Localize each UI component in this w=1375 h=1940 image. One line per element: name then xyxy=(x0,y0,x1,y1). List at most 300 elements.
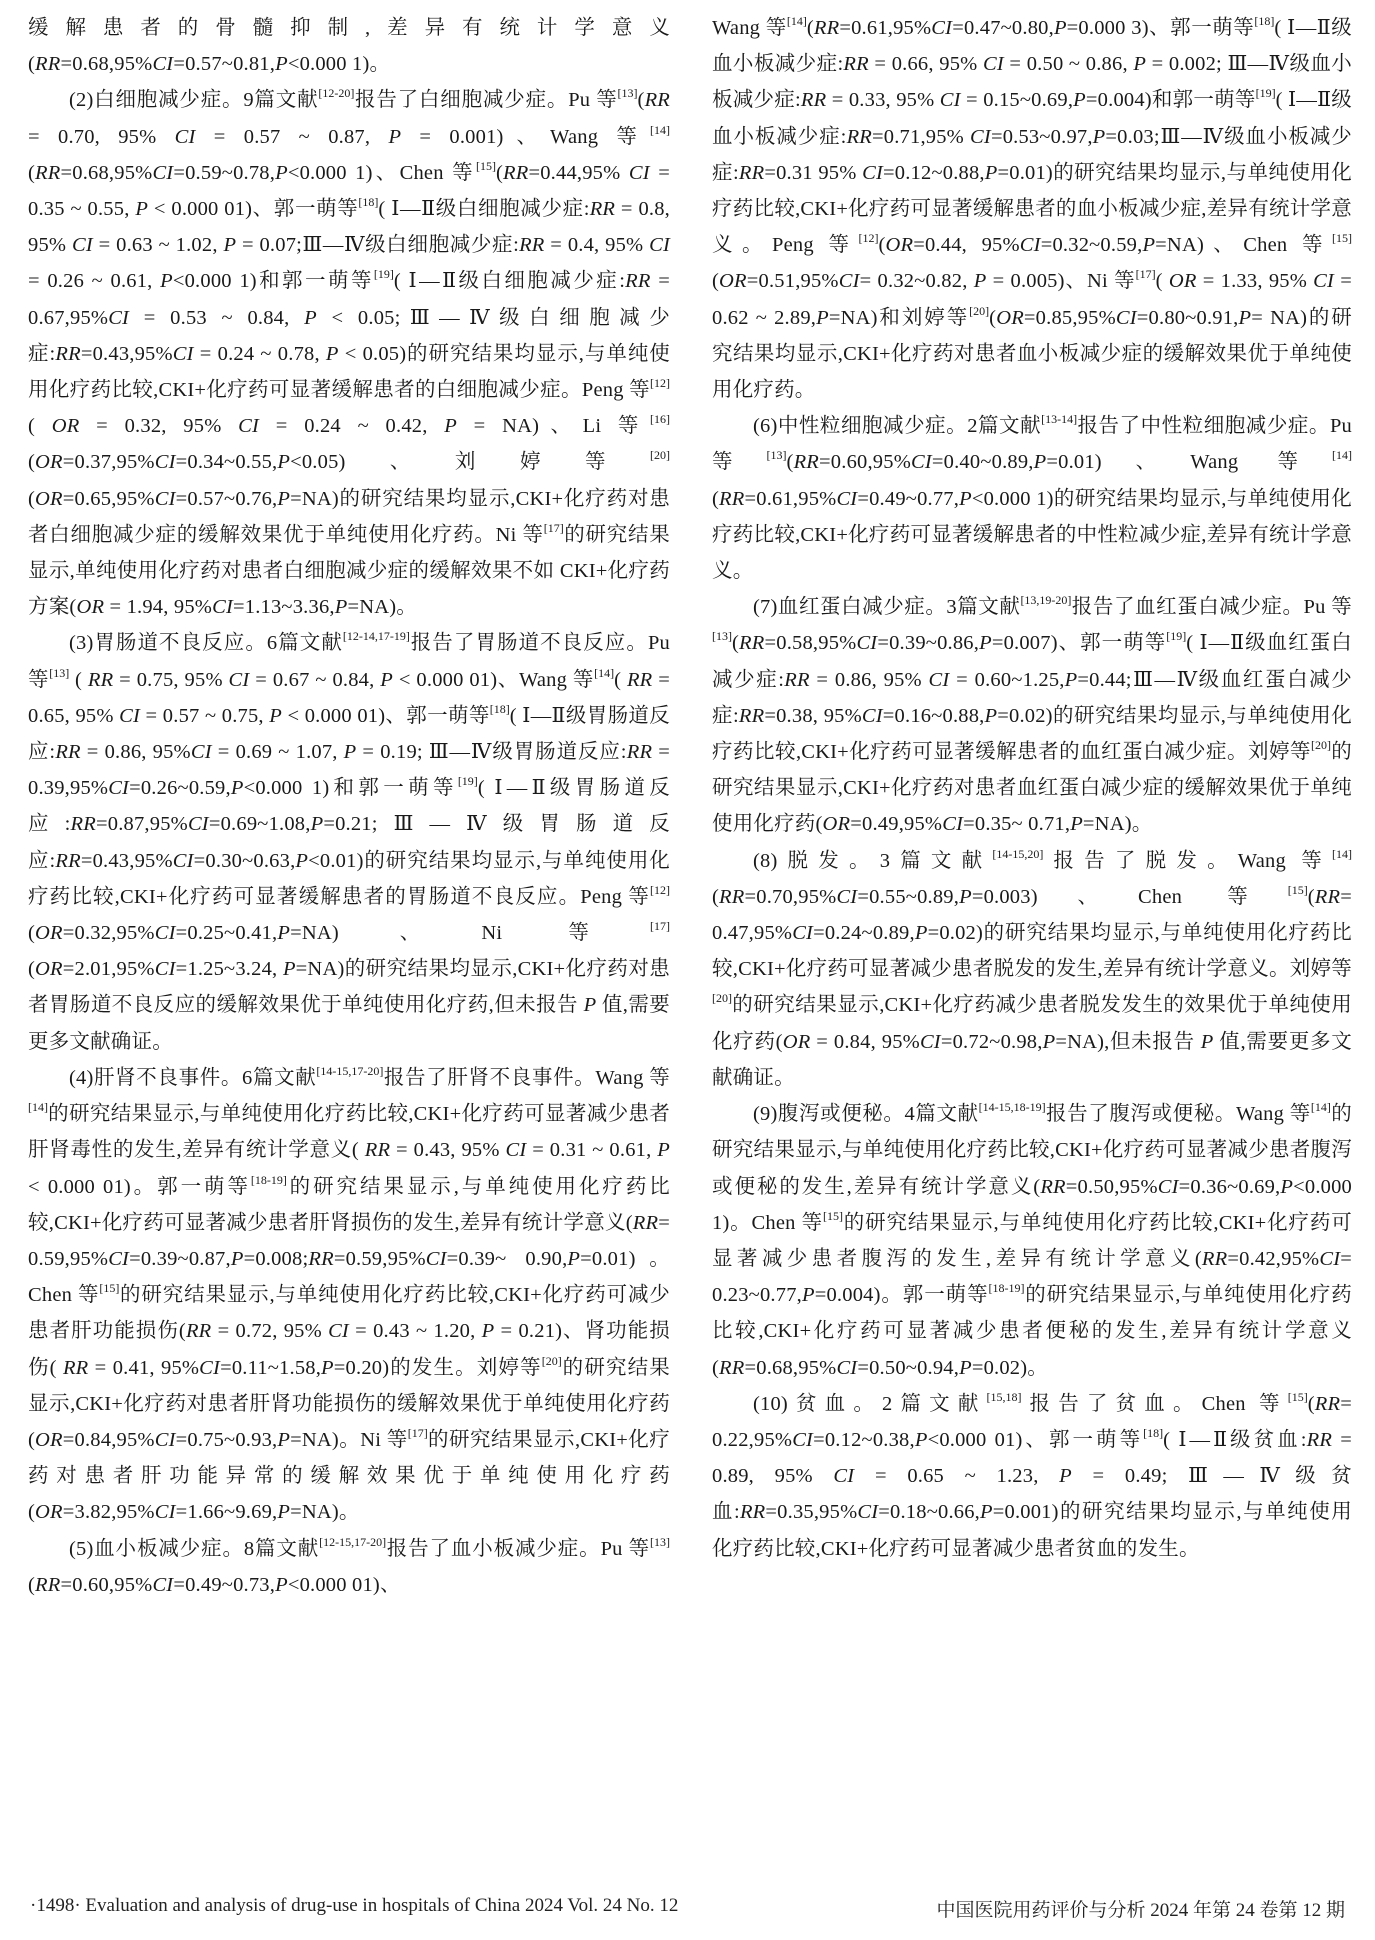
italic-symbol: CI xyxy=(836,487,858,510)
text-run: =1.13~3.36, xyxy=(233,596,335,619)
italic-symbol: P xyxy=(1133,53,1147,76)
citation-ref: [18-19] xyxy=(988,1281,1025,1296)
text-run: ( Ⅰ—Ⅱ级血小板减少症: xyxy=(712,17,1352,76)
text-run: 报告了白细胞减少症。Pu 等 xyxy=(354,89,618,112)
italic-symbol: RR xyxy=(308,1247,334,1270)
text-run: = 0.62 ~ 2.89, xyxy=(712,270,1353,329)
italic-symbol: CI xyxy=(187,813,209,836)
citation-ref: [18] xyxy=(1254,14,1275,28)
text-run: ( xyxy=(28,487,36,510)
text-run: = 0.67,95% xyxy=(28,270,670,329)
text-run: (8)脱发。3篇文献 xyxy=(753,849,993,872)
italic-symbol: RR xyxy=(739,1501,766,1524)
italic-symbol: P xyxy=(269,704,282,727)
italic-symbol: RR xyxy=(185,1320,212,1343)
text-run: = 0.86, 95% xyxy=(80,741,191,764)
text-run: =0.43,95% xyxy=(80,342,173,365)
text-run: =0.18~0.66, xyxy=(878,1501,980,1524)
text-run: =0.35,95% xyxy=(765,1501,858,1524)
text-run: =0.70,95% xyxy=(744,885,837,908)
italic-symbol: OR xyxy=(782,1030,811,1053)
italic-symbol: RR xyxy=(1314,1392,1341,1415)
text-run: <0.000 01)、郭一萌等 xyxy=(927,1428,1144,1451)
text-run: =0.25~0.41, xyxy=(175,922,278,945)
citation-ref: [13] xyxy=(766,448,787,463)
text-run: = 0.86, 95% xyxy=(809,668,929,691)
text-run: < 0.05;Ⅲ—Ⅳ级白细胞减少症: xyxy=(28,306,671,365)
text-run: ( xyxy=(878,234,886,257)
italic-symbol: P xyxy=(984,704,998,727)
italic-symbol: CI xyxy=(238,415,260,438)
text-run: (6)中性粒细胞减少症。2篇文献 xyxy=(753,415,1042,438)
text-run: ( xyxy=(495,161,503,184)
text-run: 值,需要更多文献确证。 xyxy=(712,1030,1352,1089)
text-run: =NA)的研究结果均显示,CKI+化疗药对患者胃肠道不良反应的缓解效果优于单纯使用化疗药,但未报告 xyxy=(28,958,671,1017)
italic-symbol: P xyxy=(959,487,972,510)
italic-symbol: P xyxy=(295,849,309,872)
citation-ref: [13] xyxy=(650,1534,671,1549)
text-run: = 0.72, 95% xyxy=(211,1320,329,1343)
italic-symbol: CI xyxy=(212,596,233,619)
text-run: =NA)、Chen 等 xyxy=(1155,234,1332,257)
italic-symbol: P xyxy=(657,1139,670,1162)
text-run: ( xyxy=(69,668,88,691)
left-column xyxy=(28,10,670,1603)
citation-ref: [20] xyxy=(712,991,732,1006)
italic-symbol: P xyxy=(310,813,324,836)
italic-symbol: OR xyxy=(885,234,914,257)
italic-symbol: P xyxy=(567,1247,581,1270)
citation-ref: [17] xyxy=(1135,267,1156,282)
text-run: 的研究结果显示,CKI+化疗药对患者血红蛋白减少症的缓解效果优于单纯使用化疗药( xyxy=(712,741,1352,836)
citation-ref: [19] xyxy=(1255,86,1276,101)
italic-symbol: RR xyxy=(846,125,873,148)
italic-symbol: OR xyxy=(996,306,1024,329)
text-run: ( Ⅰ—Ⅱ级血小板减少症: xyxy=(712,89,1352,148)
text-run: =1.25~3.24, xyxy=(175,958,283,981)
italic-symbol: P xyxy=(275,53,288,76)
text-run: = 0.24 ~ 0.42, xyxy=(259,415,445,438)
italic-symbol: P xyxy=(1200,1030,1214,1053)
text-run: =0.55~0.89, xyxy=(857,885,960,908)
citation-ref: [13] xyxy=(712,629,732,644)
text-run: =0.02)的研究结果均显示,与单纯使用化疗药比较,CKI+化疗药可显著缓解患者的血红蛋白减少症。刘婷等 xyxy=(712,704,1352,764)
text-run: ( xyxy=(28,451,36,474)
text-run: =0.51,95% xyxy=(746,270,839,293)
italic-symbol: CI xyxy=(154,958,176,981)
italic-symbol: RR xyxy=(843,53,869,76)
italic-symbol: CI xyxy=(649,234,670,257)
text-run: <0.000 1)、Chen 等 xyxy=(287,161,476,184)
text-run: ( xyxy=(28,161,36,184)
text-run: <0.000 01)、 xyxy=(287,1573,401,1596)
text-run: Wang 等 xyxy=(712,17,787,39)
text-run: = 0.50 ~ 0.86, xyxy=(1003,53,1134,76)
italic-symbol: CI xyxy=(174,125,196,148)
text-run: = 0.001)、Wang 等 xyxy=(401,125,650,148)
text-run: (4)肝肾不良事件。6篇文献 xyxy=(69,1066,317,1089)
citation-ref: [14] xyxy=(594,665,615,680)
italic-symbol: P xyxy=(1033,451,1047,474)
italic-symbol: P xyxy=(984,161,998,184)
italic-symbol: P xyxy=(1238,306,1252,329)
text-run: =0.65,95% xyxy=(62,487,155,510)
italic-symbol: CI xyxy=(328,1320,349,1343)
italic-symbol: P xyxy=(1142,234,1156,257)
text-run: =0.69~1.08, xyxy=(208,813,311,836)
italic-symbol: RR xyxy=(589,198,616,221)
text-run: =0.72~0.98, xyxy=(940,1030,1043,1053)
text-run: ( Ⅰ—Ⅱ级贫血: xyxy=(1163,1428,1307,1451)
italic-symbol: CI xyxy=(108,306,130,329)
text-run: ( Ⅰ—Ⅱ级血红蛋白减少症: xyxy=(712,632,1352,691)
text-run: <0.000 1)和郭一萌等 xyxy=(172,270,374,293)
italic-symbol: RR xyxy=(784,668,810,691)
text-run: = 0.39,95% xyxy=(28,741,670,800)
text-run: ( xyxy=(732,632,740,655)
italic-symbol: CI xyxy=(792,1428,814,1451)
text-run: = 0.57 ~ 0.75, xyxy=(140,704,270,727)
text-run: ( xyxy=(1307,1392,1315,1415)
citation-ref: [13,19-20] xyxy=(1020,593,1072,608)
text-run: =0.43,95% xyxy=(80,849,173,872)
italic-symbol: OR xyxy=(35,487,63,510)
text-run: =0.49~0.77, xyxy=(857,487,960,510)
citation-ref: [14-15,17-20] xyxy=(316,1063,384,1078)
text-run: =0.68,95% xyxy=(60,53,153,76)
italic-symbol: CI xyxy=(190,741,212,764)
italic-symbol: RR xyxy=(55,741,81,764)
italic-symbol: CI xyxy=(172,849,194,872)
citation-ref: [19] xyxy=(457,774,478,789)
text-run: = 0.57 ~ 0.87, xyxy=(195,125,389,148)
text-run: = 0.35 ~ 0.55, xyxy=(28,161,670,221)
text-run: =0.30~0.63, xyxy=(193,849,296,872)
paragraph xyxy=(712,1386,1352,1567)
italic-symbol: RR xyxy=(519,234,545,257)
text-run: 的研究结果显示,与单纯使用化疗药比较,CKI+化疗药可显著减少患者腹泻的发生,差异有统计学意义( xyxy=(712,1211,1352,1270)
text-run: = 0.19; Ⅲ—Ⅳ级胃肠道反应: xyxy=(356,741,627,764)
italic-symbol: CI xyxy=(152,53,174,76)
italic-symbol: RR xyxy=(626,668,653,691)
text-run: = 0.63 ~ 1.02, xyxy=(92,234,224,257)
italic-symbol: OR xyxy=(35,451,63,474)
text-run: = 0.66, 95% xyxy=(868,53,983,76)
text-run: = 0.22,95% xyxy=(712,1392,1352,1451)
text-run: =0.49,95% xyxy=(850,813,943,836)
text-run: = 0.65 ~ 1.23, xyxy=(854,1465,1060,1488)
text-run: (3)胃肠道不良反应。6篇文献 xyxy=(69,632,343,655)
italic-symbol: P xyxy=(277,1501,291,1524)
italic-symbol: CI xyxy=(1019,234,1041,257)
citation-ref: [12] xyxy=(650,376,670,391)
italic-symbol: CI xyxy=(505,1139,527,1162)
italic-symbol: CI xyxy=(119,704,141,727)
italic-symbol: RR xyxy=(738,161,765,184)
italic-symbol: CI xyxy=(833,1465,855,1488)
italic-symbol: CI xyxy=(228,668,250,691)
italic-symbol: CI xyxy=(919,1030,941,1053)
italic-symbol: RR xyxy=(35,53,61,76)
citation-ref: [15] xyxy=(1287,882,1308,897)
text-run: =3.82,95% xyxy=(62,1501,155,1524)
text-run: =0.39~ 0.90, xyxy=(446,1247,568,1270)
italic-symbol: OR xyxy=(822,813,851,836)
italic-symbol: RR xyxy=(739,632,765,655)
text-run: 值,需要更多文献确证。 xyxy=(28,994,671,1053)
citation-ref: [12] xyxy=(650,882,670,897)
italic-symbol: RR xyxy=(364,1139,391,1162)
text-run: =0.57~0.81, xyxy=(173,53,276,76)
text-run: =0.39~0.86, xyxy=(877,632,980,655)
footer-journal-chinese: 中国医院用药评价与分析 2024 年第 24 卷第 12 期 xyxy=(936,1900,1345,1921)
citation-ref: [13] xyxy=(617,86,638,101)
paragraph xyxy=(28,1531,670,1603)
text-run: = 0.65, 95% xyxy=(28,668,670,727)
text-run: =0.87,95% xyxy=(95,813,188,836)
text-run: = 0.47,95% xyxy=(712,885,1352,945)
citation-ref: [15] xyxy=(1287,1389,1308,1404)
text-run: =0.50,95% xyxy=(1065,1175,1158,1198)
citation-ref: [20] xyxy=(969,303,990,318)
italic-symbol: P xyxy=(343,741,357,764)
citation-ref: [14] xyxy=(1332,846,1352,861)
text-run: =0.49~0.73, xyxy=(173,1573,276,1596)
text-run: ( xyxy=(1155,270,1169,293)
text-run: =0.50~0.94, xyxy=(857,1356,960,1379)
citation-ref: [17] xyxy=(543,520,564,535)
italic-symbol: CI xyxy=(199,1356,221,1379)
italic-symbol: RR xyxy=(55,342,81,365)
italic-symbol: RR xyxy=(719,1356,745,1379)
text-run: =NA),但未报告 xyxy=(1055,1030,1201,1053)
text-run: = 0.21)、肾功能损伤( xyxy=(28,1320,670,1379)
italic-symbol: RR xyxy=(87,668,114,691)
text-run: ( Ⅰ—Ⅱ级胃肠道反应: xyxy=(28,777,670,836)
italic-symbol: P xyxy=(801,1284,815,1307)
text-run: =0.85,95% xyxy=(1023,306,1116,329)
citation-ref: [15] xyxy=(823,1208,844,1223)
text-run: = 0.002; Ⅲ—Ⅳ级血小板减少症: xyxy=(712,53,1352,112)
italic-symbol: CI xyxy=(154,1428,176,1451)
italic-symbol: P xyxy=(959,1356,972,1379)
citation-ref: [15] xyxy=(1332,231,1352,246)
italic-symbol: CI xyxy=(154,451,176,474)
italic-symbol: CI xyxy=(836,1356,858,1379)
italic-symbol: RR xyxy=(62,1356,89,1379)
italic-symbol: CI xyxy=(931,17,953,39)
text-run: =0.57~0.76, xyxy=(175,487,278,510)
italic-symbol: OR xyxy=(51,415,80,438)
text-run: =0.12~0.88, xyxy=(883,161,985,184)
citation-ref: [15] xyxy=(475,158,496,173)
text-run: < 0.000 01)、郭一萌等 xyxy=(281,704,490,727)
text-run: =0.004)和郭一萌等 xyxy=(1085,89,1256,112)
text-run: =0.61,95% xyxy=(839,17,932,39)
text-run: =0.003)、Chen 等 xyxy=(971,885,1288,908)
italic-symbol: RR xyxy=(35,161,61,184)
italic-symbol: P xyxy=(1073,89,1086,112)
text-run: <0.01)的研究结果均显示,与单纯使用化疗药比较,CKI+化疗药可显著缓解患者的胃肠道不良反应。Peng 等 xyxy=(28,849,670,908)
italic-symbol: P xyxy=(1042,1030,1056,1053)
citation-ref: [14] xyxy=(786,14,807,28)
text-run: = 0.59,95% xyxy=(28,1211,670,1270)
text-run: = 0.75, 95% xyxy=(113,668,229,691)
text-run: =0.61,95% xyxy=(744,487,837,510)
text-run: <0.000 1)。 xyxy=(287,53,391,76)
text-run: =0.24~0.89, xyxy=(813,922,915,945)
text-run: (5)血小板减少症。8篇文献 xyxy=(69,1537,320,1560)
italic-symbol: P xyxy=(160,270,173,293)
text-run: < 0.05)的研究结果均显示,与单纯使用化疗药比较,CKI+化疗药可显著缓解患者的白细胞减少症。Peng 等 xyxy=(28,342,670,402)
text-run: =0.39~0.87, xyxy=(129,1247,231,1270)
italic-symbol: P xyxy=(282,958,296,981)
text-run: = NA)的研究结果均显示,CKI+化疗药对患者血小板减少症的缓解效果优于单纯使用化疗药。 xyxy=(712,306,1352,402)
text-run: =NA)。 xyxy=(1082,813,1153,836)
text-run: = 0.24 ~ 0.78, xyxy=(193,342,326,365)
italic-symbol: CI xyxy=(108,777,130,800)
text-run: =0.11~1.58, xyxy=(220,1356,322,1379)
text-run: =0.42,95% xyxy=(1227,1247,1320,1270)
text-run: =0.71,95% xyxy=(872,125,971,148)
text-run: =NA)。Ni 等 xyxy=(290,1428,408,1451)
citation-ref: [12-20] xyxy=(318,86,355,101)
paragraph xyxy=(712,589,1352,842)
text-run: 报告了中性粒细胞减少症。Pu 等 xyxy=(712,415,1352,474)
text-run: =0.44;Ⅲ—Ⅳ级血红蛋白减少症: xyxy=(712,668,1352,727)
italic-symbol: P xyxy=(230,1247,244,1270)
text-run: = 0.33, 95% xyxy=(826,89,940,112)
italic-symbol: RR xyxy=(70,813,96,836)
text-run: =0.38, 95% xyxy=(764,704,862,727)
text-run: ( xyxy=(28,958,36,981)
text-run: 的研究结果显示,CKI+化疗药对患者肝功能异常的缓解效果优于单纯使用化疗药( xyxy=(28,1428,670,1524)
italic-symbol: RR xyxy=(1201,1247,1228,1270)
italic-symbol: P xyxy=(380,668,394,691)
citation-ref: [13] xyxy=(49,665,70,680)
text-run: 报告了胃肠道不良反应。Pu 等 xyxy=(28,632,670,691)
text-run: ( xyxy=(712,885,720,908)
text-run: ( xyxy=(28,1573,36,1596)
text-run: =0.02)的研究结果均显示,与单纯使用化疗药比较,CKI+化疗药可显著减少患者脱发的发生,差异有统计学意义。刘婷等 xyxy=(712,922,1352,981)
text-run: 报告了肝肾不良事件。Wang 等 xyxy=(383,1066,670,1089)
text-run: ( xyxy=(28,415,52,438)
italic-symbol: P xyxy=(1064,668,1078,691)
text-run: =0.58,95% xyxy=(764,632,857,655)
italic-symbol: P xyxy=(277,922,291,945)
text-run: 的研究结果显示,与单纯使用化疗药比较,CKI+化疗药可显著减少患者肝肾损伤的发生,差异有统计学意义( xyxy=(28,1175,670,1234)
text-run: =0.004)。郭一萌等 xyxy=(814,1284,989,1307)
citation-ref: [18] xyxy=(1143,1425,1164,1440)
text-run: =0.47~0.80, xyxy=(952,17,1054,39)
text-run: <0.05)、刘婷等 xyxy=(290,451,650,474)
italic-symbol: P xyxy=(1092,125,1106,148)
text-run: =0.59,95% xyxy=(333,1247,426,1270)
italic-symbol: CI xyxy=(928,668,950,691)
text-run: = 0.89, 95% xyxy=(712,1428,1352,1488)
text-run: =0.75~0.93, xyxy=(175,1428,278,1451)
italic-symbol: CI xyxy=(861,704,883,727)
italic-symbol: P xyxy=(959,885,972,908)
italic-symbol: CI xyxy=(857,1501,879,1524)
text-run: 的研究结果显示,CKI+化疗药对患者肝肾功能损伤的缓解效果优于单纯使用化疗药( xyxy=(28,1356,670,1451)
text-run: = NA)、Li 等 xyxy=(456,415,650,438)
text-run: =0.001)的研究结果均显示,与单纯使用化疗药比较,CKI+化疗药可显著减少患者贫血的发生。 xyxy=(712,1501,1352,1560)
text-run: < 0.000 01)。郭一萌等 xyxy=(28,1175,251,1198)
text-run: =0.01)的研究结果均显示,与单纯使用化疗药比较,CKI+化疗药可显著缓解患者的血小板减少症,差异有统计学意义。Peng 等 xyxy=(712,161,1352,257)
italic-symbol: P xyxy=(481,1320,495,1343)
italic-symbol: RR xyxy=(800,89,827,112)
text-run: = 0.15~0.69, xyxy=(960,89,1074,112)
italic-symbol: P xyxy=(973,270,987,293)
citation-ref: [17] xyxy=(650,919,670,934)
text-run: (2)白细胞减少症。9篇文献 xyxy=(69,89,319,112)
text-run: =0.68,95% xyxy=(60,161,153,184)
italic-symbol: CI xyxy=(862,161,884,184)
italic-symbol: CI xyxy=(154,922,176,945)
text-run: 报告了血小板减少症。Pu 等 xyxy=(386,1537,651,1560)
citation-ref: [20] xyxy=(1311,738,1331,753)
text-run: ( xyxy=(614,668,627,691)
italic-symbol: P xyxy=(325,342,339,365)
text-run: =2.01,95% xyxy=(62,958,155,981)
text-run: = 0.49; Ⅲ—Ⅳ级贫血: xyxy=(712,1465,1353,1524)
text-run: <0.000 1)。Chen 等 xyxy=(712,1175,1352,1234)
text-run: =0.12~0.38, xyxy=(813,1428,915,1451)
citation-ref: [14] xyxy=(650,122,670,137)
citation-ref: [14] xyxy=(1332,448,1353,463)
italic-symbol: CI xyxy=(982,53,1004,76)
italic-symbol: P xyxy=(388,125,402,148)
italic-symbol: CI xyxy=(425,1247,447,1270)
text-run: = 0.8, 95% xyxy=(28,198,671,257)
text-run: = 0.70, 95% xyxy=(28,125,175,148)
text-run: =0.60,95% xyxy=(819,451,911,474)
text-run: < 0.000 01)、郭一萌等 xyxy=(148,198,359,221)
italic-symbol: OR xyxy=(35,1501,63,1524)
text-run: =1.66~9.69, xyxy=(175,1501,278,1524)
text-run: 的研究结果显示,与单纯使用化疗药比较,CKI+化疗药可显著减少患者便秘的发生,差异有统计学意义( xyxy=(712,1284,1352,1379)
italic-symbol: P xyxy=(444,415,457,438)
text-run: =0.32,95% xyxy=(62,922,155,945)
text-run: =0.32~0.59, xyxy=(1040,234,1143,257)
citation-ref: [12-14,17-19] xyxy=(342,629,410,644)
text-run: = 0.41, 95% xyxy=(88,1356,200,1379)
text-run: 缓解患者的骨髓抑制,差异有统计学意义( xyxy=(28,17,670,76)
text-run: ( xyxy=(786,451,794,474)
text-run: =0.60,95% xyxy=(60,1573,153,1596)
text-run: =0.21;Ⅲ—Ⅳ级胃肠道反应: xyxy=(28,813,670,872)
text-run: ( xyxy=(712,270,720,293)
italic-symbol: RR xyxy=(719,487,745,510)
text-run: = 0.32~0.82, xyxy=(859,270,974,293)
italic-symbol: P xyxy=(135,198,149,221)
italic-symbol: P xyxy=(816,306,829,329)
italic-symbol: CI xyxy=(172,342,194,365)
citation-ref: [20] xyxy=(541,1353,562,1368)
text-run: 的研究结果显示,单纯使用化疗药对患者白细胞减少症的缓解效果不如 CKI+化疗药方案( xyxy=(28,523,671,619)
italic-symbol: P xyxy=(1070,813,1083,836)
italic-symbol: RR xyxy=(626,741,653,764)
italic-symbol: P xyxy=(275,161,288,184)
paragraph xyxy=(712,1096,1352,1386)
citation-ref: [18] xyxy=(489,701,510,716)
italic-symbol: P xyxy=(583,994,597,1017)
text-run: =0.44,95% xyxy=(528,161,629,184)
italic-symbol: P xyxy=(321,1356,334,1379)
citation-ref: [15,18] xyxy=(986,1389,1022,1404)
italic-symbol: CI xyxy=(792,922,814,945)
